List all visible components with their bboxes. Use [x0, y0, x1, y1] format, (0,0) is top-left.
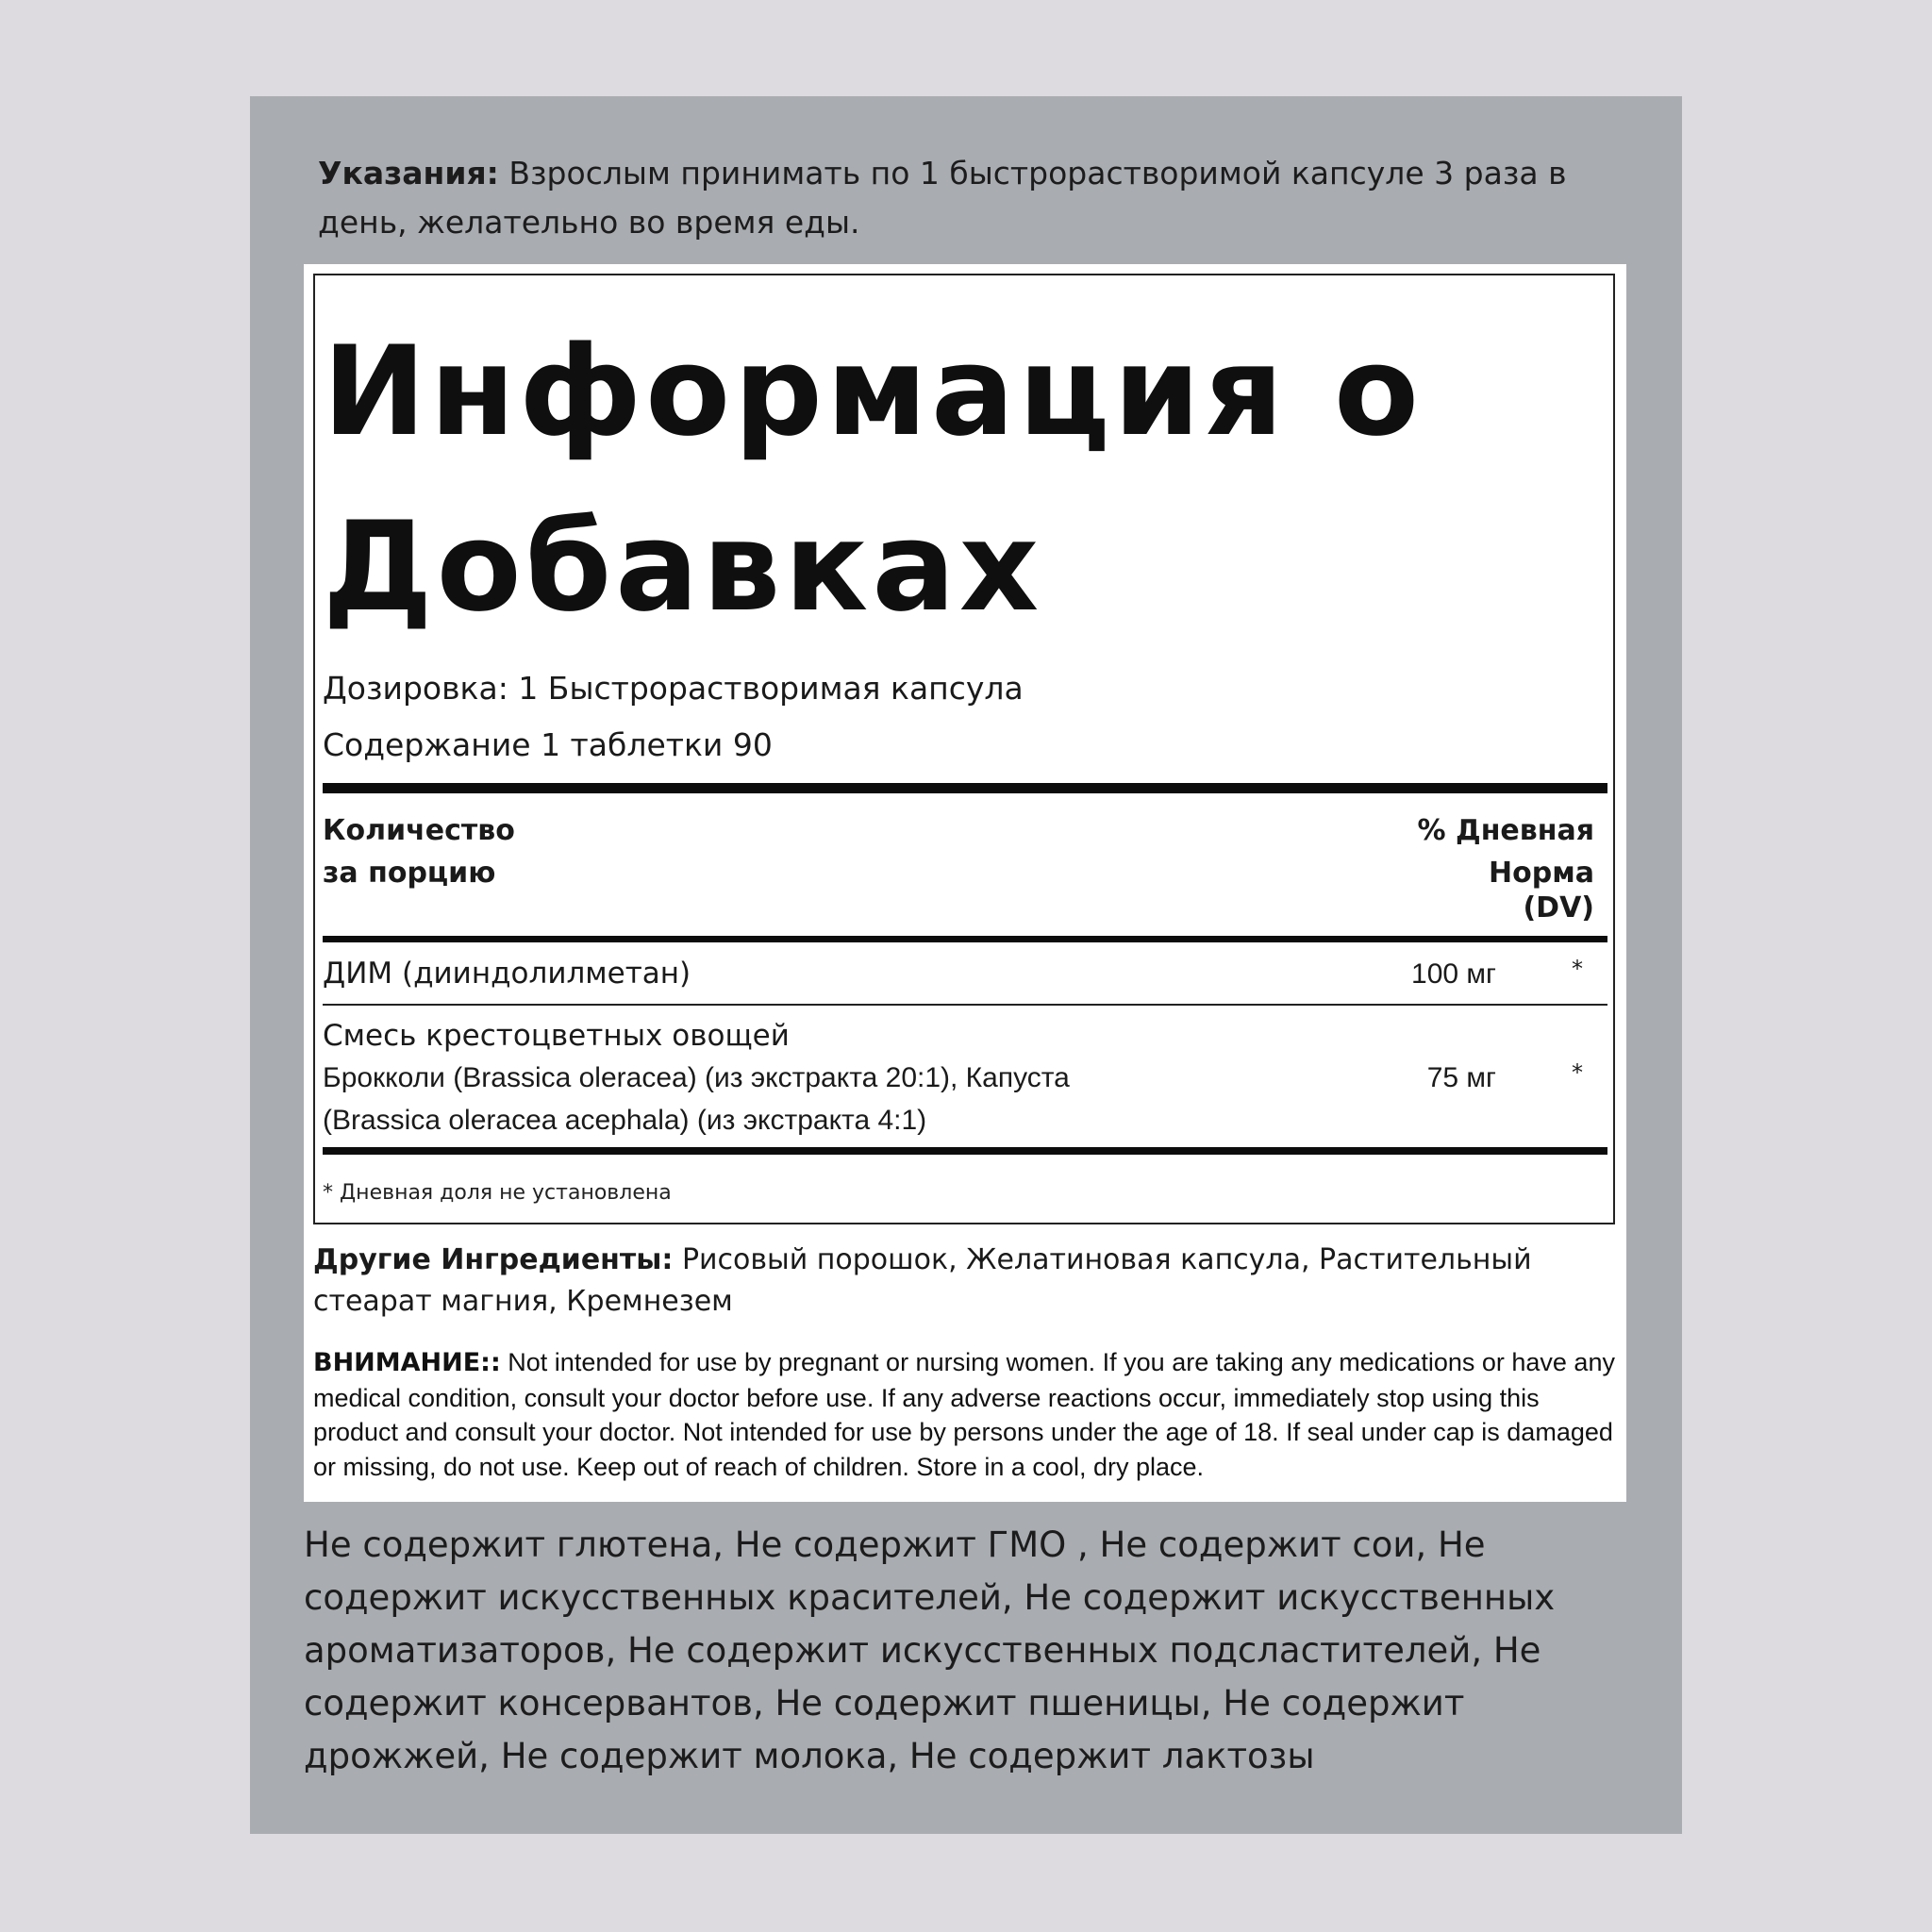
label-panel [250, 96, 1682, 1834]
header-amount-per-serving: Количество за порцию [323, 814, 515, 890]
header-dv-line3: (DV) [1523, 891, 1594, 924]
other-ingredients-text: Рисовый порошок, Желатиновая капсула, Растительный стеарат магния, Кремнезем [313, 1243, 1532, 1318]
footnote: * Дневная доля не установлена [323, 1181, 672, 1205]
thick-divider [323, 783, 1607, 793]
bottom-divider [323, 1147, 1607, 1155]
warning [313, 1345, 1620, 1484]
header-daily-value [1417, 809, 1594, 923]
supplement-facts-box [313, 274, 1615, 1224]
header-dv-line2: Норма [1489, 857, 1594, 890]
free-from-claims: Не содержит глютена, Не содержит ГМО , Не содержит сои, Не содержит искусственных красителей, Не содержит искусственных ароматизаторов, Не содержит искусственных подсластителей, Не содержит консервантов, Не содержит пшеницы, Не содержит дрожжей, Не содержит молока, Не содержит лактозы [304, 1524, 1556, 1776]
row-dim-dv: * [1572, 956, 1583, 982]
directions [318, 149, 1639, 247]
row-blend-sub: Брокколи (Brassica oleracea) (из экстракта 20:1), Капуста (Brassica oleracea acephala) (из экстракта 4:1) [323, 1062, 1070, 1136]
other-ingredients-label: Другие Ингредиенты: [313, 1243, 674, 1276]
warning-label: ВНИМАНИЕ:: [313, 1348, 501, 1377]
header-dv-line1: % Дневная [1417, 814, 1594, 847]
serving-size: Дозировка: 1 Быстрорастворимая капсула [323, 670, 1024, 707]
row-dim-amount: 100 мг [1411, 958, 1496, 990]
row-blend-amount: 75 мг [1426, 1062, 1496, 1093]
white-card [304, 264, 1626, 1502]
warning-text: Not intended for use by pregnant or nursing women. If you are taking any medications or have any medical condition, consult your doctor before use. If any adverse reactions occur, immediately stop using this product and consult your doctor. Not intended for use by persons under the age of 18. If seal under cap is damaged or missing, do not use. Keep out of reach of children. Store in a cool, dry place. [313, 1348, 1615, 1481]
row-blend-dv: * [1572, 1059, 1583, 1086]
directions-text: Взрослым принимать по 1 быстрорастворимой капсуле 3 раза в день, желательно во время еды. [318, 155, 1567, 241]
row-blend-name: Смесь крестоцветных овощей [323, 1019, 790, 1053]
other-ingredients [313, 1240, 1615, 1323]
servings-per-container: Содержание 1 таблетки 90 [323, 726, 773, 763]
directions-label: Указания: [318, 155, 499, 192]
medium-divider [323, 936, 1607, 942]
thin-divider [323, 1004, 1607, 1006]
row-dim-name: ДИМ (дииндолилметан) [323, 957, 691, 991]
facts-title: Информация о Добавках [323, 319, 1423, 639]
